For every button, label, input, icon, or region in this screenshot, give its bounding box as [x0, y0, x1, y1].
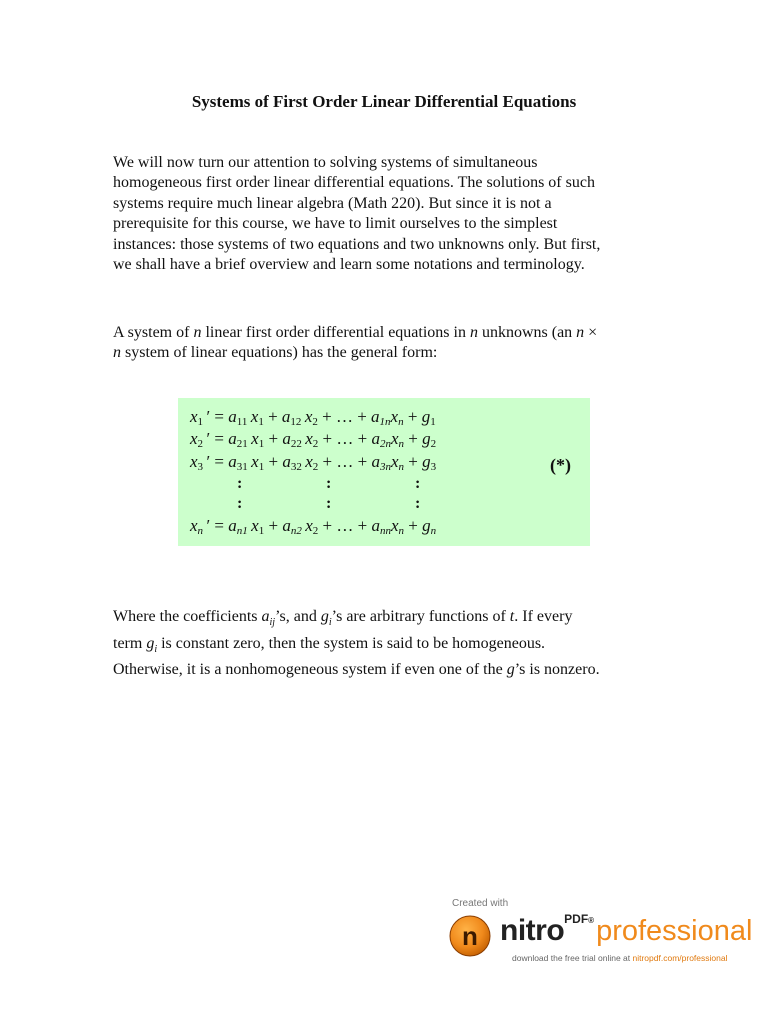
- operator: + … +: [318, 452, 372, 471]
- var-a: a: [371, 429, 380, 448]
- coefficients-paragraph: [113, 607, 673, 681]
- var-x: x: [390, 516, 399, 535]
- var-x: x: [304, 407, 313, 426]
- operator: +: [404, 429, 423, 448]
- text-run: system of linear equations) has the general form:: [121, 344, 438, 362]
- var-x: x: [190, 407, 198, 426]
- text-run: unknowns (an: [477, 324, 577, 341]
- text-run: ’s, and: [275, 608, 321, 625]
- operator: +: [263, 407, 282, 426]
- equation-tag: (*): [550, 455, 571, 475]
- subscript: 3n: [379, 461, 391, 473]
- var-a: a: [228, 407, 237, 426]
- intro-line: homogeneous first order linear differential equations. The solutions of such: [113, 174, 595, 192]
- times-symbol: ×: [584, 324, 598, 341]
- operator: ′ =: [203, 452, 229, 471]
- var-x: x: [190, 516, 198, 535]
- logo-letter: n: [462, 921, 478, 951]
- var-x: x: [305, 429, 313, 448]
- download-note: [512, 953, 727, 963]
- operator: + … +: [318, 516, 372, 535]
- general-form-line-2: [113, 343, 673, 363]
- var-x: x: [250, 407, 259, 426]
- subscript: 1: [258, 461, 265, 473]
- ellipsis-colon: :: [237, 475, 243, 492]
- var-n: n: [469, 324, 478, 341]
- var-a: a: [228, 516, 237, 535]
- intro-line: instances: those systems of two equations and two unknowns only. But first,: [113, 235, 601, 253]
- ellipsis-colon: :: [237, 495, 243, 512]
- registered-mark: ®: [588, 916, 595, 925]
- var-n: n: [193, 324, 202, 341]
- operator: + … +: [317, 407, 372, 426]
- var-a: a: [282, 429, 291, 448]
- var-x: x: [390, 452, 399, 471]
- text-run: Otherwise, it is a nonhomogeneous system if even one of the: [113, 661, 507, 679]
- text-run: linear first order differential equations in: [201, 324, 470, 341]
- var-g: g: [506, 661, 515, 679]
- var-x: x: [305, 452, 313, 471]
- subscript: 2: [430, 438, 437, 450]
- subscript: 1: [430, 416, 436, 428]
- operator: +: [404, 452, 423, 471]
- text-run: ’s are arbitrary functions of: [331, 608, 510, 625]
- var-a: a: [261, 608, 270, 625]
- text-run: ’s is nonzero.: [514, 661, 600, 679]
- var-x: x: [190, 429, 198, 448]
- operator: +: [264, 429, 283, 448]
- subscript: n: [197, 525, 204, 537]
- subscript: 2: [197, 438, 204, 450]
- var-a: a: [371, 516, 380, 535]
- var-t: t: [509, 608, 515, 625]
- page-title: Systems of First Order Linear Differential Equations: [191, 92, 577, 111]
- ellipsis-colon: :: [326, 495, 332, 512]
- subscript: 32: [290, 461, 302, 473]
- intro-paragraph: [113, 153, 673, 275]
- intro-line: we shall have a brief overview and learn some notations and terminology.: [113, 256, 585, 274]
- ellipsis-colon: :: [415, 475, 421, 492]
- equation-row: [190, 429, 436, 449]
- subscript: n1: [236, 525, 248, 537]
- subscript: n: [398, 438, 404, 450]
- coefficients-line-1: [113, 607, 673, 634]
- var-a: a: [282, 516, 291, 535]
- subscript: n: [430, 525, 437, 537]
- var-x: x: [390, 407, 399, 426]
- var-a: a: [371, 452, 380, 471]
- nitro-text: nitro: [500, 914, 565, 947]
- var-n: n: [576, 324, 585, 341]
- subscript: 3: [197, 461, 204, 473]
- var-x: x: [251, 516, 259, 535]
- coefficients-line-2: [113, 634, 673, 661]
- subscript: 2: [312, 525, 319, 537]
- subscript: i: [154, 643, 158, 655]
- equation-row: [190, 407, 436, 427]
- pdf-text: PDF: [564, 912, 589, 926]
- general-form-line-1: [113, 323, 673, 343]
- operator: ′ =: [203, 407, 229, 426]
- operator: ′ =: [203, 429, 229, 448]
- intro-line: We will now turn our attention to solving systems of simultaneous: [113, 154, 538, 171]
- professional-text: professional: [596, 915, 753, 947]
- intro-line: prerequisite for this course, we have to limit ourselves to the simplest: [113, 215, 558, 233]
- var-a: a: [228, 429, 237, 448]
- subscript: 1: [258, 416, 264, 428]
- created-with-label: Created with: [452, 898, 509, 909]
- operator: +: [403, 407, 422, 426]
- subscript: 22: [290, 438, 302, 450]
- text-run: term: [113, 634, 147, 652]
- subscript: 31: [236, 461, 248, 473]
- subscript: i: [328, 617, 332, 629]
- general-form-paragraph: [113, 323, 673, 364]
- equation-box: [178, 398, 590, 546]
- var-x: x: [190, 452, 198, 471]
- var-n: n: [113, 344, 121, 362]
- text-run: Where the coefficients: [113, 608, 262, 625]
- coefficients-line-3: [113, 660, 673, 680]
- subscript: 2: [312, 438, 319, 450]
- operator: + … +: [318, 429, 372, 448]
- ellipsis-colon: :: [415, 495, 421, 512]
- text-run: . If every: [514, 608, 573, 625]
- subscript: n: [398, 416, 404, 428]
- subscript: 12: [290, 416, 302, 428]
- subscript: 1n: [379, 416, 391, 428]
- subscript: 2n: [379, 438, 391, 450]
- var-g: g: [422, 429, 431, 448]
- var-g: g: [422, 516, 431, 535]
- download-text: download the free trial online at: [512, 953, 633, 963]
- var-g: g: [320, 608, 329, 625]
- var-g: g: [146, 634, 155, 652]
- subscript: 3: [430, 461, 437, 473]
- operator: ′ =: [203, 516, 229, 535]
- nitro-wordmark: [500, 912, 752, 948]
- equation-row: [190, 516, 436, 536]
- subscript: 1: [258, 438, 265, 450]
- subscript: 1: [258, 525, 265, 537]
- text-run: A system of: [113, 324, 194, 341]
- intro-line: systems require much linear algebra (Math 220). But since it is not a: [113, 194, 552, 212]
- operator: +: [404, 516, 423, 535]
- download-link[interactable]: nitropdf.com/professional: [632, 953, 728, 963]
- operator: +: [264, 452, 283, 471]
- subscript: n: [398, 461, 404, 473]
- subscript: ij: [269, 617, 276, 629]
- subscript: 11: [236, 416, 248, 428]
- var-x: x: [251, 452, 259, 471]
- nitro-pdf-badge[interactable]: [448, 896, 760, 968]
- subscript: 21: [236, 438, 248, 450]
- subscript: 2: [312, 416, 318, 428]
- text-run: is constant zero, then the system is said to be homogeneous.: [157, 634, 546, 652]
- subscript: 1: [197, 416, 204, 428]
- var-g: g: [422, 452, 431, 471]
- ellipsis-colon: :: [326, 475, 332, 492]
- nitro-logo-icon: [448, 914, 492, 958]
- var-a: a: [371, 407, 380, 426]
- subscript: nn: [379, 525, 391, 537]
- var-a: a: [282, 452, 291, 471]
- operator: +: [264, 516, 283, 535]
- var-x: x: [390, 429, 399, 448]
- var-a: a: [281, 407, 291, 426]
- equation-row: [190, 452, 436, 472]
- subscript: n: [398, 525, 404, 537]
- var-x: x: [251, 429, 259, 448]
- var-a: a: [228, 452, 237, 471]
- var-g: g: [421, 407, 431, 426]
- subscript: n2: [290, 525, 302, 537]
- var-x: x: [305, 516, 313, 535]
- subscript: 2: [312, 461, 319, 473]
